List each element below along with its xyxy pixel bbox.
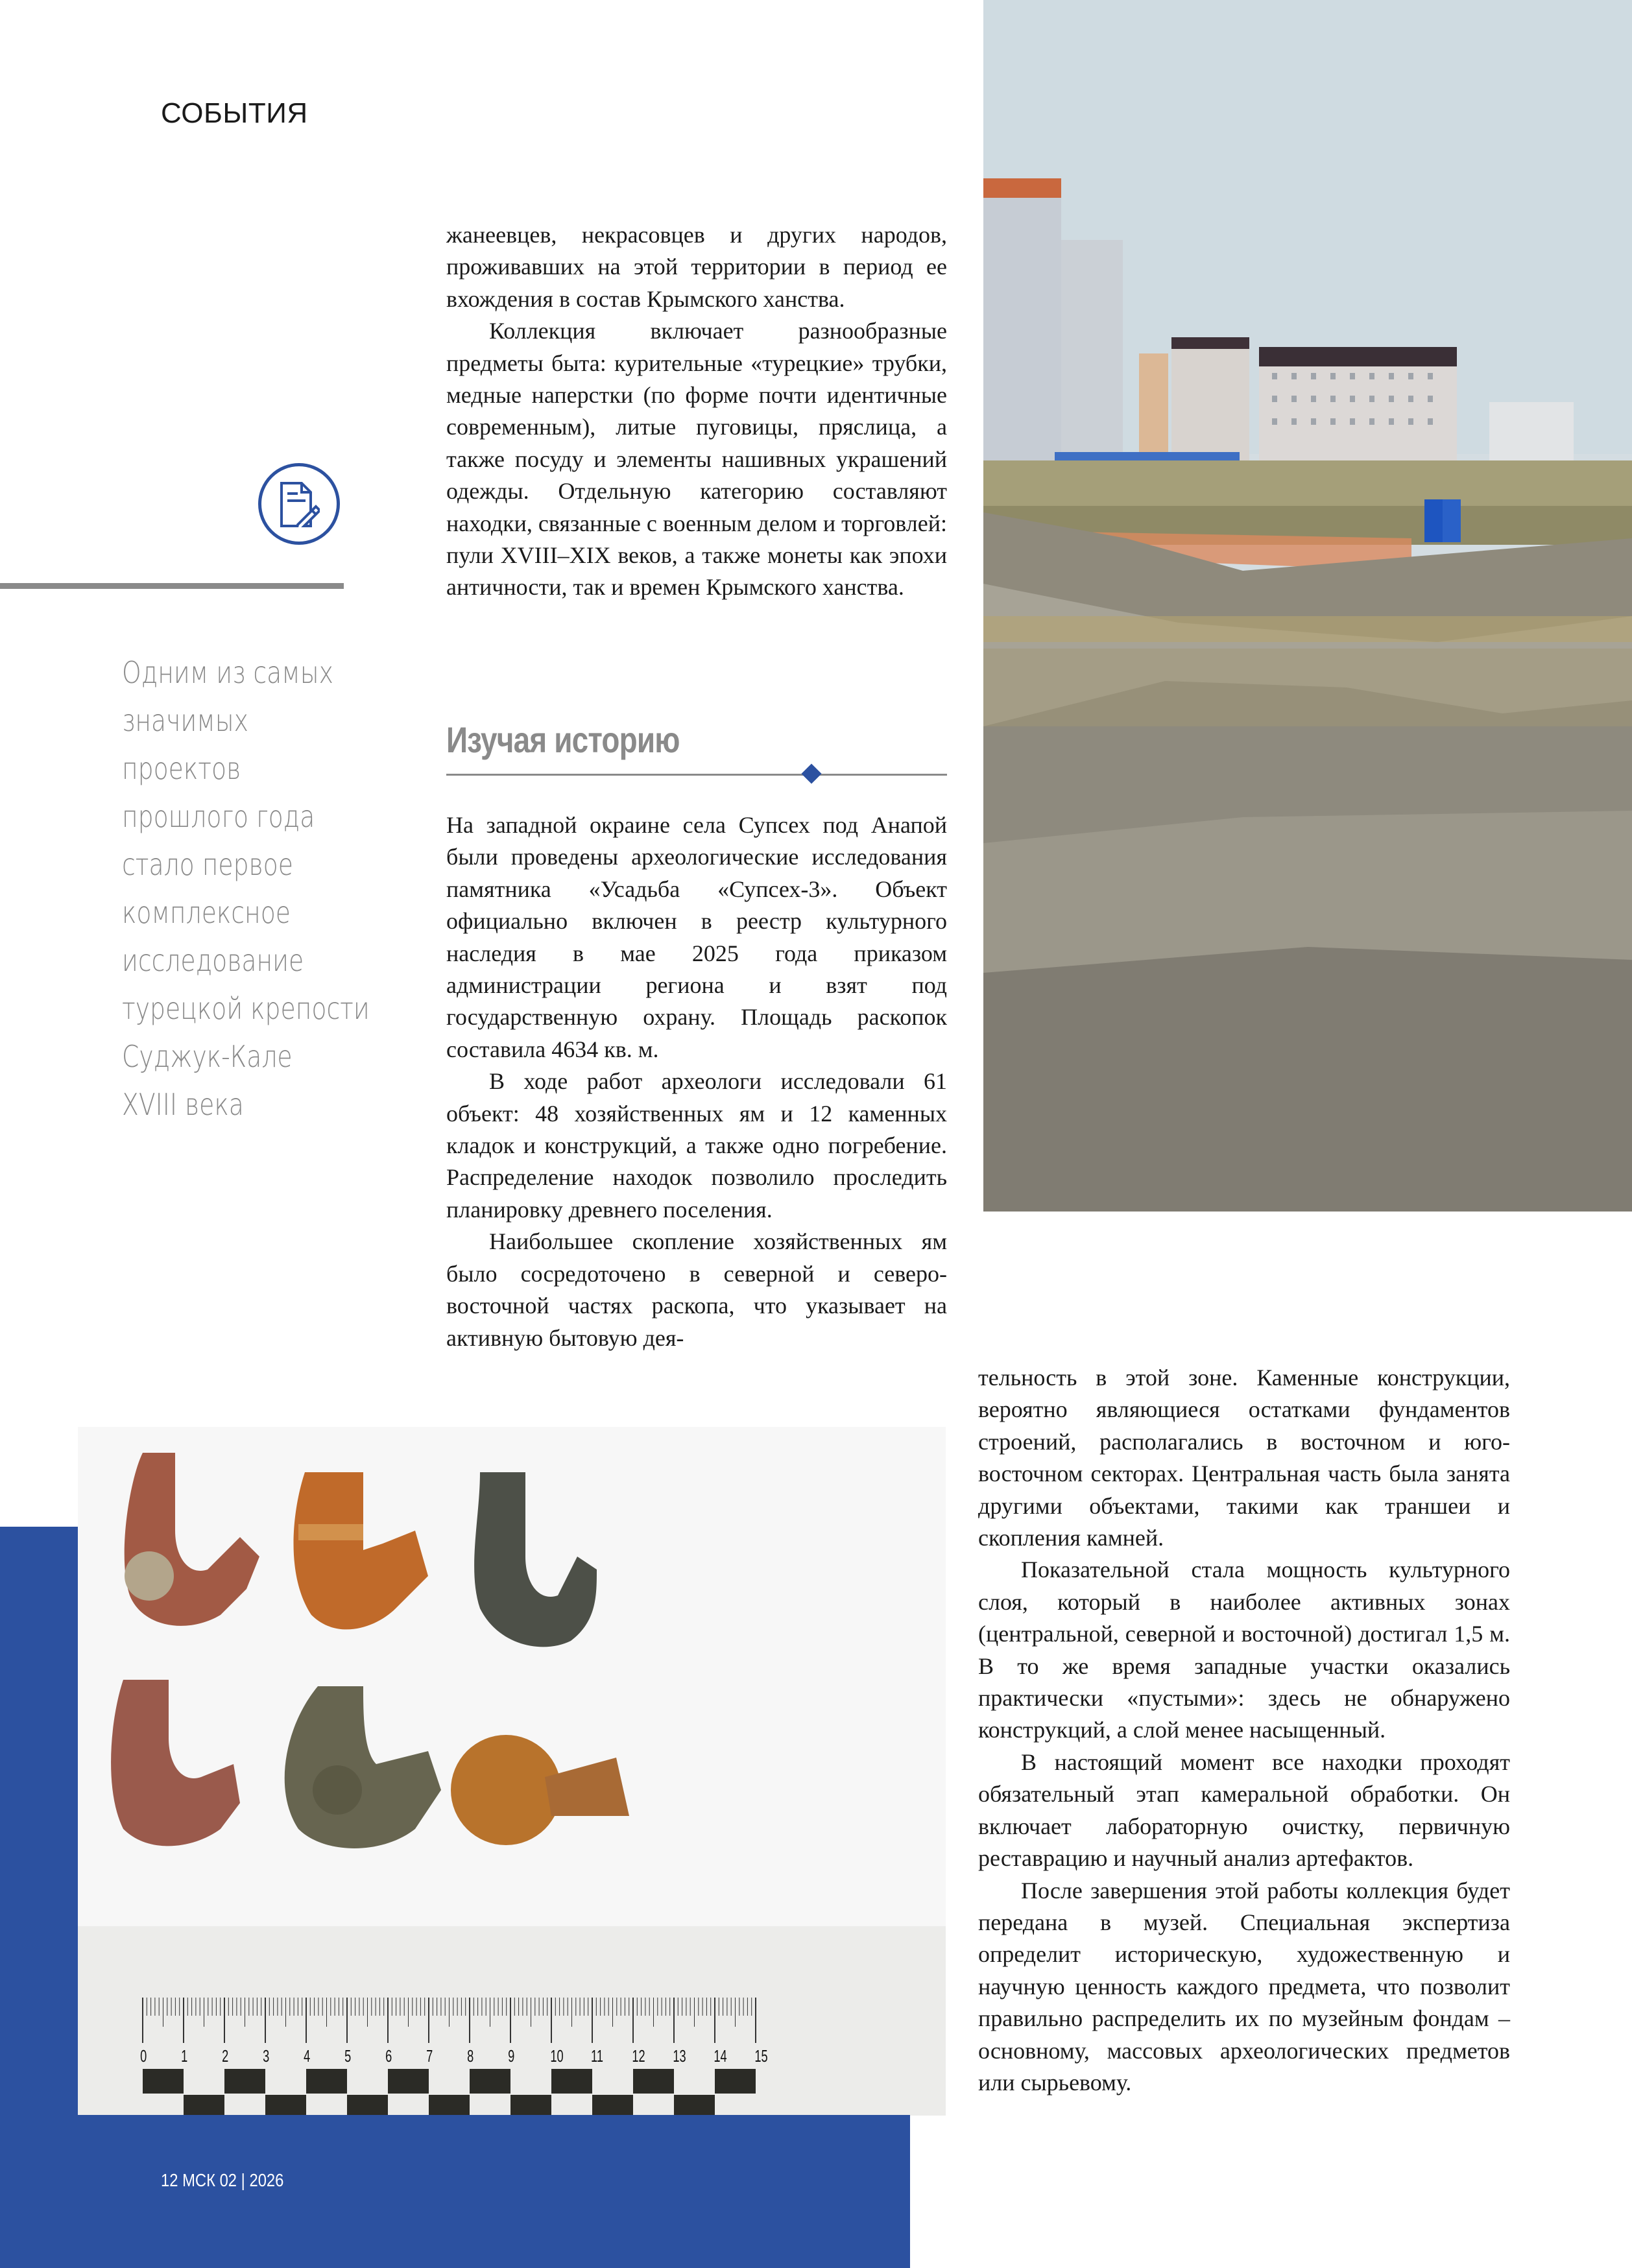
ruler-square (347, 2095, 388, 2116)
paragraph: В настоящий момент все находки проходят обязательный этап камеральной обработки. Он включает лабораторную очистку, первичную реставрацию и научный анализ артефактов. (978, 1749, 1510, 1872)
ruler-label: 15 (754, 2046, 768, 2066)
diamond-ornament-icon (801, 763, 821, 783)
ruler-square (429, 2095, 470, 2116)
paragraph: На западной окраине села Супсех под Анапой были проведены археологические исследования памятника «Усадьба «Супсех-3». Объект официально включен в реестр культурного наследия в мае 2025 года приказом администрации региона и взят под государственную охрану. Площадь раскопок составила 4634 кв. м. (446, 812, 947, 1062)
ruler-label: 1 (181, 2046, 188, 2066)
ruler-square (143, 2069, 184, 2094)
section-label: СОБЫТИЯ (161, 97, 308, 129)
paragraph: тельность в этой зоне. Каменные конструкции, вероятно являющиеся остатками фундаментов строений, располагались в восточном и юго-восточном секторах. Центральная часть была занята другими объектами, такими как траншеи и скопления камней. (978, 1365, 1510, 1551)
document-pencil-glyph (280, 482, 320, 527)
ruler-label: 11 (591, 2046, 603, 2066)
excavation-site-illustration (983, 0, 1632, 1212)
ruler-label: 10 (550, 2046, 564, 2066)
ruler-label: 14 (714, 2046, 727, 2066)
ruler-square (551, 2069, 592, 2094)
ruler-square (510, 2095, 551, 2116)
article-column-1-top (446, 219, 947, 604)
ruler-label: 5 (344, 2046, 352, 2066)
ruler-label: 3 (263, 2046, 270, 2066)
article-column-1-bottom (446, 809, 947, 1354)
pipes-photo (78, 1427, 946, 2116)
ruler-label: 9 (508, 2046, 515, 2066)
excavation-site-photo (983, 0, 1632, 1212)
page-footer: 12 МСК 02 | 2026 (161, 2170, 284, 2190)
ruler-square (633, 2069, 674, 2094)
subheading-rule (446, 774, 947, 776)
paragraph: жанеевцев, некрасовцев и других народов, проживавших на этой территории в период ее вхождения в состав Крымского ханства. (446, 222, 947, 312)
paragraph: Коллекция включает разнообразные предметы быта: курительные «турецкие» трубки, медные наперстки (по форме почти идентичные современным), литые пуговицы, пряслица, а также посуду и элементы нашивных украшений одежды. Отдельную категорию составляют находки, связанные с военным делом и торговлей: пули XVIII–XIX веков, а также монеты как эпохи античности, так и времен Крымского ханства. (446, 318, 947, 601)
smoking-pipes-illustration (78, 1427, 946, 2116)
subheading: Изучая историю (446, 719, 680, 760)
ruler-square (715, 2069, 756, 2094)
document-edit-icon (258, 463, 340, 545)
ruler-label: 6 (385, 2046, 392, 2066)
ruler-label: 2 (222, 2046, 229, 2066)
paragraph: После завершения этой работы коллекция будет передана в музей. Специальная экспертиза определит историческую, художественную и научную ценность каждого предмета, что позволит правильно распределить их по музейным фондам – основному, массовых археологических предметов или сырьевому. (978, 1877, 1510, 2095)
article-column-2 (978, 1362, 1510, 2099)
ruler-square (306, 2069, 347, 2094)
ruler-label: 4 (304, 2046, 311, 2066)
ruler-square (674, 2095, 715, 2116)
pullquote: Одним из самых значимых проектов прошлого года стало первое комплексное исследование турецкой крепости Суджук-Кале XVIII века (122, 655, 370, 1122)
paragraph: Наибольшее скопление хозяйственных ям было сосредоточено в северной и северо-восточной частях раскопа, что указывает на активную бытовую дея- (446, 1228, 947, 1351)
paragraph: В ходе работ археологи исследовали 61 объект: 48 хозяйственных ям и 12 каменных кладок и конструкций, а также одно погребение. Распределение находок позволило проследить планировку древнего поселения. (446, 1068, 947, 1223)
ruler-square (184, 2095, 224, 2116)
blue-footer-panel (0, 2115, 910, 2268)
ruler-label: 13 (673, 2046, 686, 2066)
ruler-label: 8 (467, 2046, 474, 2066)
ruler-label: 12 (632, 2046, 645, 2066)
ruler-square (265, 2095, 306, 2116)
sidebar-divider (0, 583, 344, 589)
ruler-label: 0 (140, 2046, 147, 2066)
paragraph: Показательной стала мощность культурного слоя, который в наиболее активных зонах (центральной, северной и восточной) достигал 1,5 м. В то же время западные участки оказались практически «пустыми»: здесь не обнаружено конструкций, а слой менее насыщенный. (978, 1557, 1510, 1743)
ruler-label: 7 (426, 2046, 433, 2066)
ruler-square (592, 2095, 633, 2116)
ruler-square (388, 2069, 429, 2094)
ruler-square (224, 2069, 265, 2094)
ruler-square (470, 2069, 510, 2094)
